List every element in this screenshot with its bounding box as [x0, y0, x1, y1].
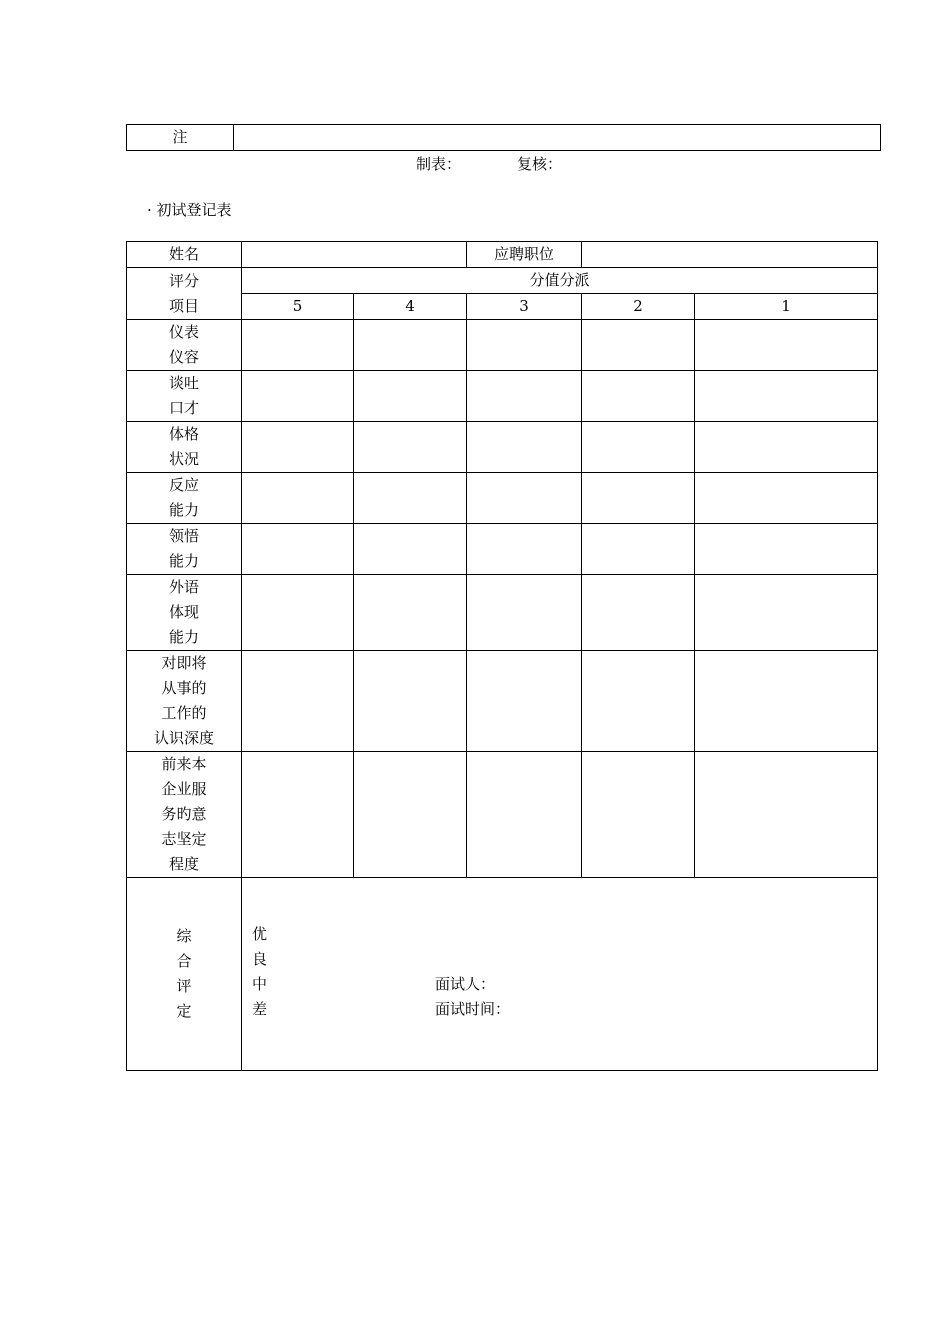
score-cell[interactable] — [467, 524, 582, 575]
item-label-line: 体格 — [168, 425, 199, 443]
score-cell[interactable] — [467, 651, 582, 752]
interviewer-block — [435, 972, 510, 1022]
score-cell[interactable] — [467, 575, 582, 651]
score-cell[interactable] — [242, 320, 354, 371]
score-cell[interactable] — [695, 651, 878, 752]
score-cell[interactable] — [695, 752, 878, 878]
item-label-line: 仪表 — [168, 323, 199, 341]
rating-option-average[interactable]: 中 — [252, 975, 268, 993]
item-label-line: 前来本 — [161, 755, 207, 773]
item-label-line: 认识深度 — [153, 729, 214, 747]
score-cell[interactable] — [354, 422, 467, 473]
score-cell[interactable] — [467, 320, 582, 371]
score-cell[interactable] — [354, 575, 467, 651]
summary-label — [127, 878, 242, 1071]
score-cell[interactable] — [242, 371, 354, 422]
item-label-line: 对即将 — [161, 654, 207, 672]
score-item-header — [127, 268, 242, 320]
item-label-line: 程度 — [168, 855, 199, 873]
item-label-line: 状况 — [168, 450, 199, 468]
item-label-line: 谈吐 — [168, 374, 199, 392]
section-title: · 初试登记表 — [147, 201, 232, 219]
score-item-label-1: 评分 — [168, 271, 199, 290]
item-label-line: 工作的 — [161, 704, 207, 722]
item-label-line: 能力 — [168, 552, 199, 570]
reviewed-by-label: 复核： — [517, 155, 563, 173]
score-cell[interactable] — [582, 422, 695, 473]
score-cell[interactable] — [242, 473, 354, 524]
item-label-line: 能力 — [168, 501, 199, 519]
score-cell[interactable] — [242, 575, 354, 651]
item-label — [127, 752, 242, 878]
item-label-line: 反应 — [168, 476, 199, 494]
score-cell[interactable] — [354, 651, 467, 752]
score-cell[interactable] — [695, 473, 878, 524]
score-cell[interactable] — [467, 371, 582, 422]
position-label: 应聘职位 — [467, 242, 582, 268]
made-by-label: 制表： — [416, 155, 462, 173]
item-label — [127, 320, 242, 371]
score-cell[interactable] — [582, 320, 695, 371]
score-column-3: 3 — [467, 294, 582, 320]
summary-label-line: 合 — [176, 952, 192, 970]
item-label-line: 口才 — [168, 399, 199, 417]
item-label — [127, 371, 242, 422]
rating-option-poor[interactable]: 差 — [252, 1000, 268, 1018]
score-cell[interactable] — [354, 320, 467, 371]
score-cell[interactable] — [354, 752, 467, 878]
score-item-label-2: 项目 — [168, 296, 199, 315]
score-cell[interactable] — [582, 752, 695, 878]
score-cell[interactable] — [242, 752, 354, 878]
score-cell[interactable] — [354, 473, 467, 524]
interviewer-label: 面试人： — [435, 975, 496, 993]
score-cell[interactable] — [467, 422, 582, 473]
item-label-line: 领悟 — [168, 527, 199, 545]
score-cell[interactable] — [695, 320, 878, 371]
score-column-2: 2 — [582, 294, 695, 320]
item-label-line: 外语 — [168, 578, 199, 596]
score-cell[interactable] — [582, 473, 695, 524]
summary-label-line: 评 — [176, 977, 192, 995]
item-label-line: 能力 — [168, 628, 199, 646]
score-cell[interactable] — [582, 651, 695, 752]
position-field[interactable] — [582, 242, 878, 268]
score-cell[interactable] — [242, 651, 354, 752]
item-label — [127, 524, 242, 575]
score-cell[interactable] — [242, 524, 354, 575]
item-label-line: 体现 — [168, 603, 199, 621]
score-cell[interactable] — [695, 371, 878, 422]
item-label-line: 仪容 — [168, 348, 199, 366]
name-field[interactable] — [242, 242, 467, 268]
interview-form-table — [126, 241, 878, 1071]
summary-label-line: 综 — [176, 927, 192, 945]
score-column-5: 5 — [242, 294, 354, 320]
interview-time-label: 面试时间： — [435, 1000, 511, 1018]
rating-option-excellent[interactable]: 优 — [252, 925, 268, 943]
item-label — [127, 575, 242, 651]
score-cell[interactable] — [582, 371, 695, 422]
score-cell[interactable] — [354, 524, 467, 575]
note-table — [126, 124, 881, 151]
score-cell[interactable] — [467, 752, 582, 878]
note-label: 注 — [127, 125, 234, 151]
rating-options — [252, 922, 267, 1022]
score-cell[interactable] — [582, 575, 695, 651]
item-label-line: 从事的 — [161, 679, 207, 697]
summary-content — [242, 878, 878, 1071]
item-label — [127, 651, 242, 752]
score-column-1: 1 — [695, 294, 878, 320]
note-field[interactable] — [234, 125, 881, 151]
item-label-line: 务旳意 — [161, 805, 207, 823]
item-label — [127, 473, 242, 524]
rating-option-good[interactable]: 良 — [252, 950, 268, 968]
summary-label-line: 定 — [176, 1002, 192, 1020]
score-cell[interactable] — [582, 524, 695, 575]
score-cell[interactable] — [695, 575, 878, 651]
item-label-line: 企业服 — [161, 780, 207, 798]
name-label: 姓名 — [127, 242, 242, 268]
item-label-line: 志坚定 — [161, 830, 207, 848]
score-distribution-header: 分值分派 — [242, 268, 878, 294]
score-cell[interactable] — [695, 422, 878, 473]
score-cell[interactable] — [354, 371, 467, 422]
score-cell[interactable] — [695, 524, 878, 575]
score-column-4: 4 — [354, 294, 467, 320]
score-cell[interactable] — [242, 422, 354, 473]
score-cell[interactable] — [467, 473, 582, 524]
item-label — [127, 422, 242, 473]
